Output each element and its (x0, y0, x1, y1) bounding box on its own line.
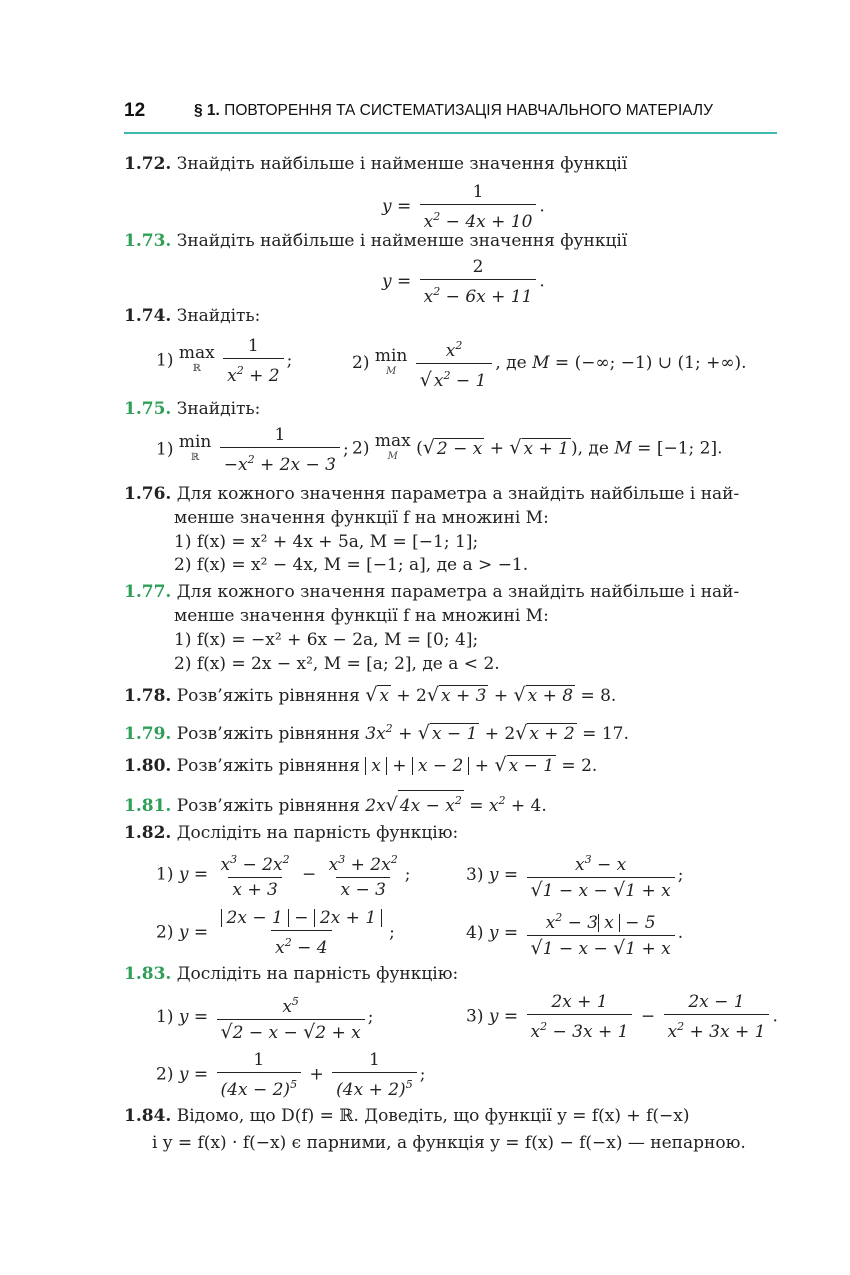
formula-1-83-1: 1) y = $\frac{x^5}{√2 - x - √2 + x}$ ; (156, 995, 374, 1043)
problem-1-80: 1.80. Розв’яжіть рівняння x + x − 2 + √ x − 1 = 2. (124, 754, 598, 776)
page-header (124, 100, 777, 134)
formula-1-75-1: 1) min ℝ $\frac{1}{-x^2 + 2x - 3}$ ; (156, 425, 349, 475)
formula-1-83-3: 3) y = $\frac{2x + 1}{x^2 - 3x + 1}$ − $\frac{2x - 1}{x^2 + 3x + 1}$ . (466, 992, 778, 1042)
formula-1-75-2: 2) max M (√ 2 − x + √ x + 1 ), де M = [−1; 2]. (352, 431, 723, 462)
problem-1-76-item2: 2) f(x) = x² − 4x, M = [−1; a], де a > −1. (174, 555, 529, 575)
formula-1-83-2: 2) y = $\frac{1}{(4x - 2)^5}$ + $\frac{1}{(4x + 2)^5}$ ; (156, 1050, 426, 1100)
formula-1-82-4: 4) y = $\frac{x^2 - 3 x - 5}{√1 - x - √1 + x}$ . (466, 911, 684, 959)
problem-1-77: 1.77. Для кожного значення параметра a знайдіть найбільше і най- (124, 582, 740, 602)
problem-1-76-line2: менше значення функції f на множині M: (174, 508, 549, 528)
problem-1-83: 1.83. Дослідіть на парність функцію: (124, 964, 459, 984)
section-title: § 1. ПОВТОРЕННЯ ТА СИСТЕМАТИЗАЦІЯ НАВЧАЛЬНОГО МАТЕРІАЛУ (194, 102, 713, 119)
problem-1-74: 1.74. Знайдіть: (124, 306, 261, 326)
problem-1-72: 1.72. Знайдіть найбільше і найменше значення функції (124, 154, 628, 174)
formula-1-72: y = $\frac{1}{x^2 - 4x + 10}$ . (382, 182, 545, 232)
problem-1-78: 1.78. Розв’яжіть рівняння √ x + 2√ x + 3 + √ x + 8 = 8. (124, 684, 617, 706)
problem-1-79: 1.79. Розв’яжіть рівняння $3x^2$ + √ x − 1 + 2√ x + 2 = 17. (124, 722, 629, 744)
formula-1-73: y = $\frac{2}{x^2 - 6x + 11}$ . (382, 257, 545, 307)
formula-1-82-2: 2) y = $\frac{2x - 1 - 2x + 1}{x^2 - 4}$ ; (156, 908, 395, 958)
problem-1-77-item1: 1) f(x) = −x² + 6x − 2a, M = [0; 4]; (174, 630, 479, 650)
problem-1-77-item2: 2) f(x) = 2x − x², M = [a; 2], де a < 2. (174, 654, 500, 674)
problem-1-81: 1.81. Розв’яжіть рівняння 2x√ $4x - x^2 = x^2 + 4$. (124, 790, 547, 817)
problem-1-73: 1.73. Знайдіть найбільше і найменше значення функції (124, 231, 628, 251)
problem-1-84: 1.84. Відомо, що D(f) = ℝ. Доведіть, що функції y = f(x) + f(−x) (124, 1106, 690, 1126)
problem-1-76-item1: 1) f(x) = x² + 4x + 5a, M = [−1; 1]; (174, 532, 479, 552)
problem-1-82: 1.82. Дослідіть на парність функцію: (124, 823, 459, 843)
formula-1-74-1: 1) max ℝ $\frac{1}{x^2 + 2}$ ; (156, 336, 293, 386)
formula-1-82-3: 3) y = $\frac{x^3 - x}{√1 - x - √1 + x}$ ; (466, 853, 684, 901)
problem-1-75: 1.75. Знайдіть: (124, 399, 261, 419)
formula-1-74-2: 2) min M $\frac{x^2}{√ x^2 - 1}$ , де M = (−∞; −1) ∪ (1; +∞). (352, 339, 747, 391)
problem-1-77-line2: менше значення функції f на множині M: (174, 606, 549, 626)
page-number: 12 (124, 100, 146, 121)
formula-1-82-1: 1) y = $\frac{x^3 - 2x^2}{x + 3}$ − $\frac{x^3 + 2x^2}{x - 3}$ ; (156, 853, 411, 900)
problem-1-76: 1.76. Для кожного значення параметра a знайдіть найбільше і най- (124, 484, 740, 504)
problem-1-84-line2: і y = f(x) · f(−x) є парними, а функція y = f(x) − f(−x) — непарною. (152, 1133, 746, 1153)
